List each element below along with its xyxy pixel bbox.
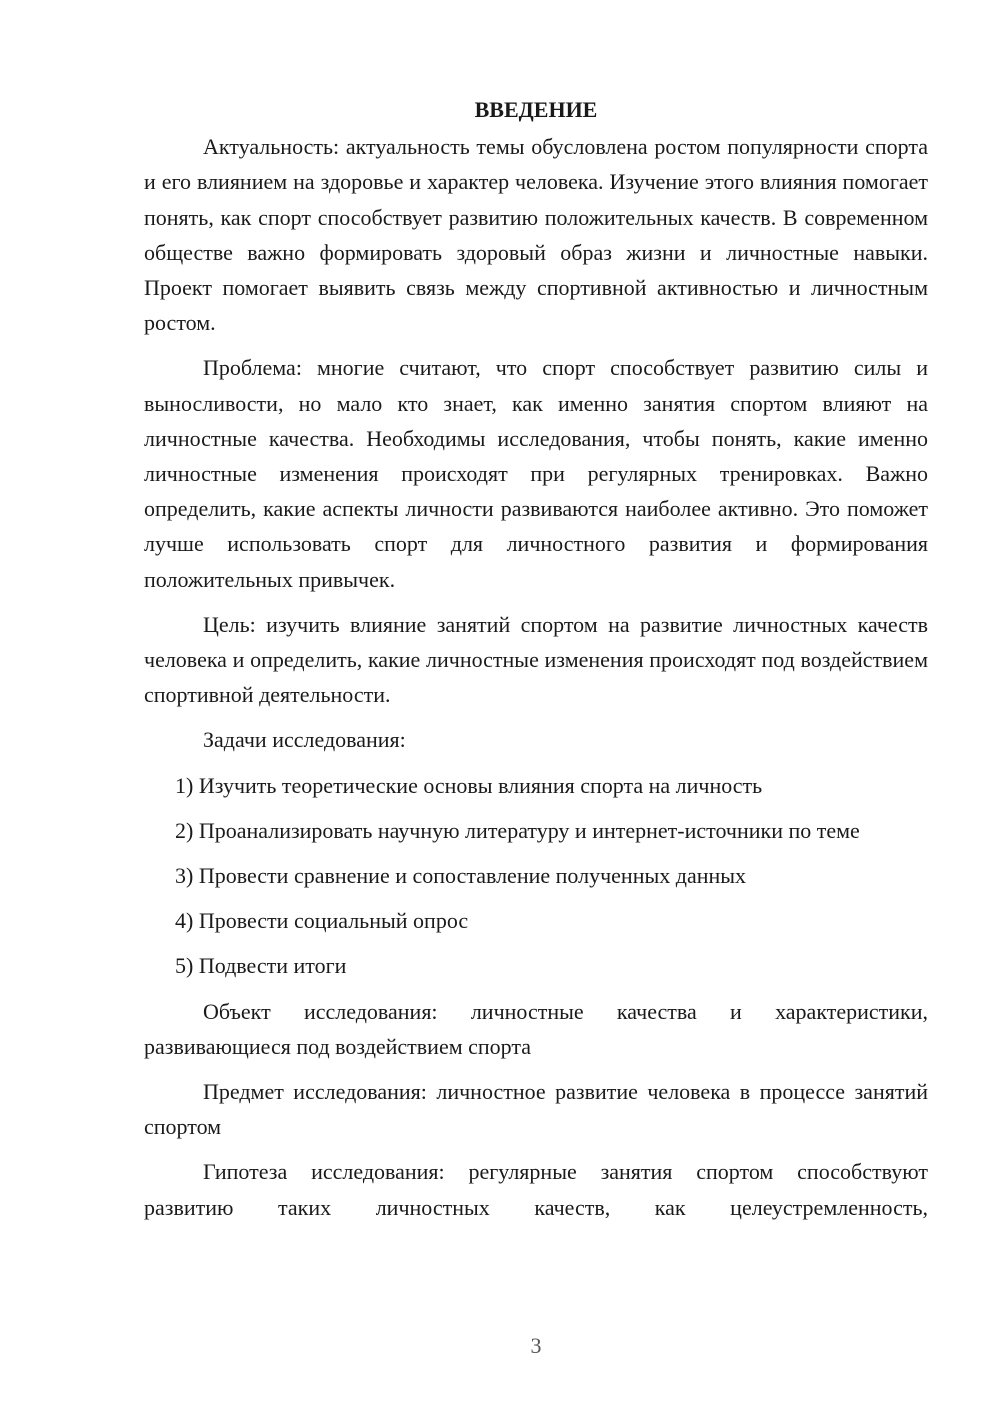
paragraph-problem: Проблема: многие считают, что спорт способствует развитию силы и выносливости, но мало кто знает, как именно занятия спортом влияют на личностные качества. Необходимы исследования, чтобы понять, какие именно личностные изменения происходят при регулярных тренировках. Важно определить, какие аспекты личности развиваются наиболее активно. Это поможет лучше использовать спорт для личностного развития и формирования положительных привычек. bbox=[144, 355, 928, 592]
task-item: 1) Изучить теоретические основы влияния спорта на личность bbox=[175, 772, 763, 798]
task-item: 5) Подвести итоги bbox=[175, 953, 347, 979]
document-body bbox=[144, 92, 928, 1225]
task-item: 4) Провести социальный опрос bbox=[175, 908, 469, 934]
page-number: 3 bbox=[530, 1333, 542, 1358]
task-item: 3) Провести сравнение и сопоставление полученных данных bbox=[175, 863, 747, 889]
section-title: ВВЕДЕНИЕ bbox=[474, 97, 598, 122]
paragraph-goal: Цель: изучить влияние занятий спортом на развитие личностных качеств человека и определить, какие личностные изменения происходят под воздействием спортивной деятельности. bbox=[144, 611, 928, 708]
task-item: 2) Проанализировать научную литературу и интернет-источники по теме bbox=[175, 817, 860, 843]
paragraph-object: Объект исследования: личностные качества и характеристики, развивающиеся под воздействием спорта bbox=[144, 998, 928, 1059]
tasks-heading: Задачи исследования: bbox=[203, 727, 406, 753]
paragraph-hypothesis: Гипотеза исследования: регулярные занятия спортом способствуют развитию таких личностных качеств, как целеустремленность, bbox=[144, 1159, 928, 1220]
paragraph-relevance: Актуальность: актуальность темы обусловлена ростом популярности спорта и его влиянием на здоровье и характер человека. Изучение этого влияния помогает понять, как спорт способствует развитию положительных качеств. В современном обществе важно формировать здоровый образ жизни и личностные навыки. Проект помогает выявить связь между спортивной активностью и личностным ростом. bbox=[144, 134, 928, 336]
paragraph-subject: Предмет исследования: личностное развитие человека в процессе занятий спортом bbox=[144, 1079, 928, 1140]
